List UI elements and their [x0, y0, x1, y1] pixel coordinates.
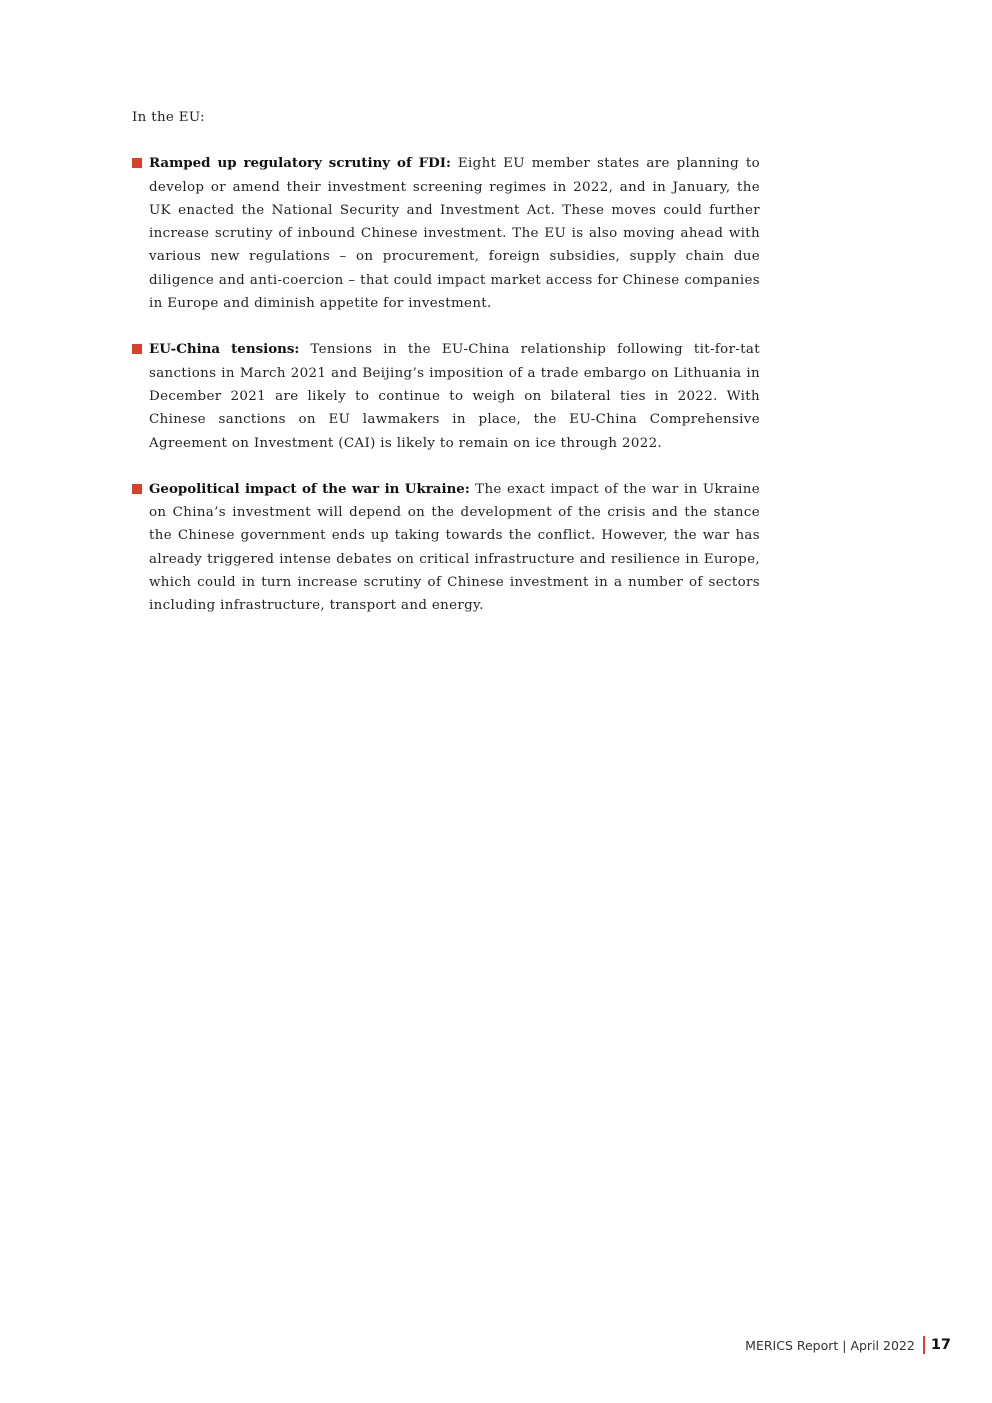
main-content: [132, 106, 760, 641]
footer-divider: [923, 1336, 925, 1354]
bullet-list: [132, 152, 760, 617]
bullet-body: Eight EU member states are planning to develop or amend their investment screening regimes in 2022, and in January, the UK enacted the National Security and Investment Act. These moves could further increase scrutiny of inbound Chinese investment. The EU is also moving ahead with various new regulations – on procurement, foreign subsidies, supply chain due diligence and anti-coercion – that could impact market access for Chinese companies in Europe and diminish appetite for investment.: [149, 156, 761, 312]
bullet-heading: Geopolitical impact of the war in Ukraine:: [149, 480, 476, 497]
bullet-heading: Ramped up regulatory scrutiny of FDI:: [149, 155, 458, 172]
square-bullet-icon: [132, 158, 142, 168]
intro-text: In the EU:: [132, 110, 205, 125]
bullet-item-fdi-scrutiny: [132, 152, 760, 315]
square-bullet-icon: [132, 484, 142, 494]
bullet-item-ukraine-war: [132, 478, 760, 618]
bullet-item-eu-china-tensions: [132, 338, 760, 454]
footer-label: MERICS Report | April 2022: [745, 1337, 915, 1353]
bullet-body: The exact impact of the war in Ukraine on China’s investment will depend on the development of the crisis and the stance the Chinese government ends up taking towards the conflict. However, the war has already triggered intense debates on critical infrastructure and resilience in Europe, which could in turn increase scrutiny of Chinese investment in a number of sectors including infrastructure, transport and energy.: [149, 481, 760, 614]
page-number: 17: [930, 1337, 951, 1353]
page-footer: [745, 1336, 951, 1354]
bullet-heading: EU-China tensions:: [149, 341, 311, 358]
square-bullet-icon: [132, 344, 142, 354]
bullet-body: Tensions in the EU-China relationship following tit-for-tat sanctions in March 2021 and Beijing’s imposition of a trade embargo on Lithuania in December 2021 are likely to continue to weigh on bilateral ties in 2022. With Chinese sanctions on EU lawmakers in place, the EU-China Comprehensive Agreement on Investment (CAI) is likely to remain on ice through 2022.: [149, 342, 760, 451]
